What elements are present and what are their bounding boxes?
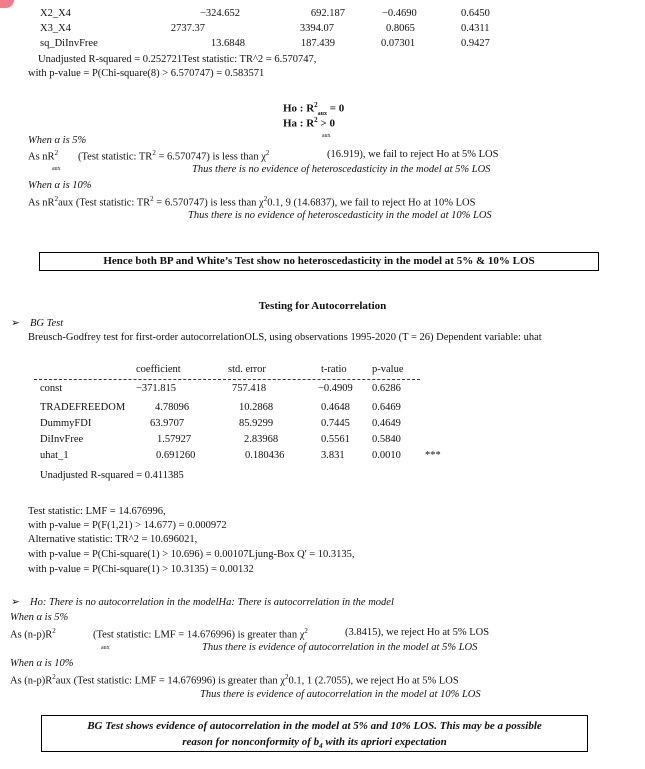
bg-concl10: Thus there is evidence of autocorrelation in the model at 10% LOS	[200, 689, 481, 700]
bg-stat-line-3: with p-value = P(Chi-square(1) > 10.696) = 0.00107Ljung-Box Q' = 10.3135,	[28, 549, 355, 560]
top-row-name-1: X3_X4	[40, 23, 71, 34]
top-row-t-2: 0.07301	[381, 38, 416, 49]
bg-header-se: std. error	[228, 364, 266, 375]
bg-header-coef: coefficient	[136, 364, 181, 375]
bg-stat-line-2: Alternative statistic: TR^2 = 10.696021,	[28, 534, 198, 545]
bg-row-t-3: 0.5561	[321, 434, 350, 445]
bg-stat-line-0: Test statistic: LMF = 14.676996,	[28, 506, 166, 517]
bg-when10: When α is 10%	[10, 658, 74, 669]
bg-stat-line-4: with p-value = P(Chi-square(1) > 10.3135) = 0.00132	[28, 564, 254, 575]
bg-row-name-2: DummyFDI	[40, 418, 92, 429]
top-row-se-0: 692.187	[310, 8, 345, 19]
white-concl10: Thus there is no evidence of heteroscedasticity in the model at 10% LOS	[188, 210, 492, 221]
white-when10: When α is 10%	[28, 180, 92, 191]
bg-conclusion-line1: BG Test shows evidence of autocorrelation in the model at 5% and 10% LOS. This may be a possible	[87, 720, 542, 732]
top-row-coef-1: 2737.37	[170, 23, 205, 34]
bg-bullet-icon: ➢	[11, 318, 20, 329]
white-as10: As $nR^2aux$ (Test statistic: $TR^2 = 6.570747$) is less than $\chi^20.1$, 9 (14.6837), we fail to reject Ho at 10% LOS	[28, 195, 476, 209]
white-as5-result: (16.919), we fail to reject Ho at 5% LOS	[327, 149, 499, 160]
bg-concl5: Thus there is evidence of autocorrelation in the model at 5% LOS	[202, 642, 478, 653]
white-when5: When α is 5%	[28, 135, 87, 146]
bg-row-p-0: 0.6286	[372, 383, 401, 394]
bg-as10: As $(n-p)R^2aux$ (Test statistic: LMF = 14.676996) is greater than $\chi^20.1$, 1 (2.7055), we reject Ho at 5% LOS	[10, 673, 459, 687]
bg-hyp-bullet-icon: ➢	[11, 597, 20, 608]
bg-row-name-4: uhat_1	[40, 450, 69, 461]
white-h0: Ho : $R^2_{aux} = 0$	[283, 101, 345, 117]
white-rsq-line: Unadjusted R-squared = 0.252721Test statistic: TR^2 = 6.570747,	[38, 54, 317, 65]
bg-row-se-3: 2.83968	[244, 434, 279, 445]
bg-header-t: t-ratio	[321, 364, 347, 375]
bg-row-coef-4: 0.691260	[156, 450, 196, 461]
bg-row-se-0: 757.418	[232, 383, 267, 394]
bg-stat-line-1: with p-value = P(F(1,21) > 14.677) = 0.000972	[28, 520, 227, 531]
white-ha: Ha : $R^2 > 0$	[283, 116, 335, 130]
bg-row-se-4: 0.180436	[245, 450, 285, 461]
bg-row-t-1: 0.4648	[321, 402, 350, 413]
bg-row-name-3: DiInvFree	[40, 434, 84, 445]
top-row-se-1: 3394.07	[299, 23, 334, 34]
top-row-p-1: 0.4311	[461, 23, 490, 34]
white-as5-aux: aux	[52, 166, 61, 172]
bg-intro: Breusch-Godfrey test for first-order autocorrelationOLS, using observations 1995-2020 (T = 26) Dependent variable: uhat	[28, 332, 542, 343]
bg-header-p: p-value	[372, 364, 404, 375]
top-row-p-2: 0.9427	[461, 38, 490, 49]
bg-row-t-0: −0.4909	[318, 383, 353, 394]
bg-row-se-2: 85.9299	[239, 418, 274, 429]
bg-as5: As $(n-p)R^2$	[10, 627, 56, 641]
white-concl5: Thus there is no evidence of heteroscedasticity in the model at 5% LOS	[192, 164, 491, 175]
bg-as5-stat: (Test statistic: LMF = 14.676996) is greater than $\chi^2$	[93, 627, 308, 641]
top-row-t-1: 0.8065	[386, 23, 415, 34]
autocorr-heading: Testing for Autocorrelation	[258, 300, 387, 312]
top-row-name-2: sq_DiInvFree	[40, 38, 98, 49]
top-row-se-2: 187.439	[300, 38, 335, 49]
bg-row-coef-0: −371.815	[136, 383, 177, 394]
bg-row-coef-3: 1.57927	[157, 434, 192, 445]
bg-row-p-3: 0.5840	[372, 434, 401, 445]
white-as5: As $nR^2$	[28, 149, 59, 163]
bg-row-coef-1: 4.78096	[155, 402, 190, 413]
white-as5-stat: (Test statistic: $TR^2 = 6.570747$) is less than $\chi^2$	[78, 149, 270, 163]
white-ha-aux: aux	[322, 133, 331, 139]
bg-row-p-4: 0.0010	[372, 450, 401, 461]
top-row-coef-0: −324.652	[199, 8, 240, 19]
bg-row-name-0: const	[40, 383, 63, 394]
bg-row-t-4: 3.831	[321, 450, 345, 461]
top-row-name-0: X2_X4	[40, 8, 71, 19]
bg-as5-result: (3.8415), we reject Ho at 5% LOS	[345, 627, 490, 638]
bg-row-coef-2: 63.9707	[150, 418, 185, 429]
bg-row-p-2: 0.4649	[372, 418, 401, 429]
top-row-t-0: −0.4690	[382, 8, 417, 19]
bg-row-t-2: 0.7445	[321, 418, 350, 429]
top-row-p-0: 0.6450	[461, 8, 490, 19]
corner-decoration	[0, 0, 14, 8]
bg-test-label: BG Test	[30, 318, 64, 329]
bg-row-se-1: 10.2868	[239, 402, 274, 413]
bg-row-stars-4: ***	[425, 450, 441, 461]
top-row-coef-2: 13.6848	[210, 38, 245, 49]
bg-conclusion-box	[41, 715, 588, 752]
bg-as5-aux: aux	[101, 645, 110, 651]
white-pval-line: with p-value = P(Chi-square(8) > 6.570747) = 0.583571	[28, 68, 265, 79]
bg-rsq: Unadjusted R-squared = 0.411385	[40, 470, 184, 481]
bg-table-divider	[34, 379, 420, 380]
bg-row-p-1: 0.6469	[372, 402, 401, 413]
hetero-conclusion-box: Hence both BP and White’s Test show no heteroscedasticity in the model at 5% & 10% LOS	[39, 252, 599, 271]
bg-hypotheses: Ho: There is no autocorrelation in the modelHa: There is autocorrelation in the model	[30, 597, 394, 608]
bg-conclusion-line2: reason for nonconformity of $b_4$ with its apriori expectation	[182, 736, 447, 751]
bg-when5: When α is 5%	[10, 612, 69, 623]
bg-row-name-1: TRADEFREEDOM	[40, 402, 126, 413]
